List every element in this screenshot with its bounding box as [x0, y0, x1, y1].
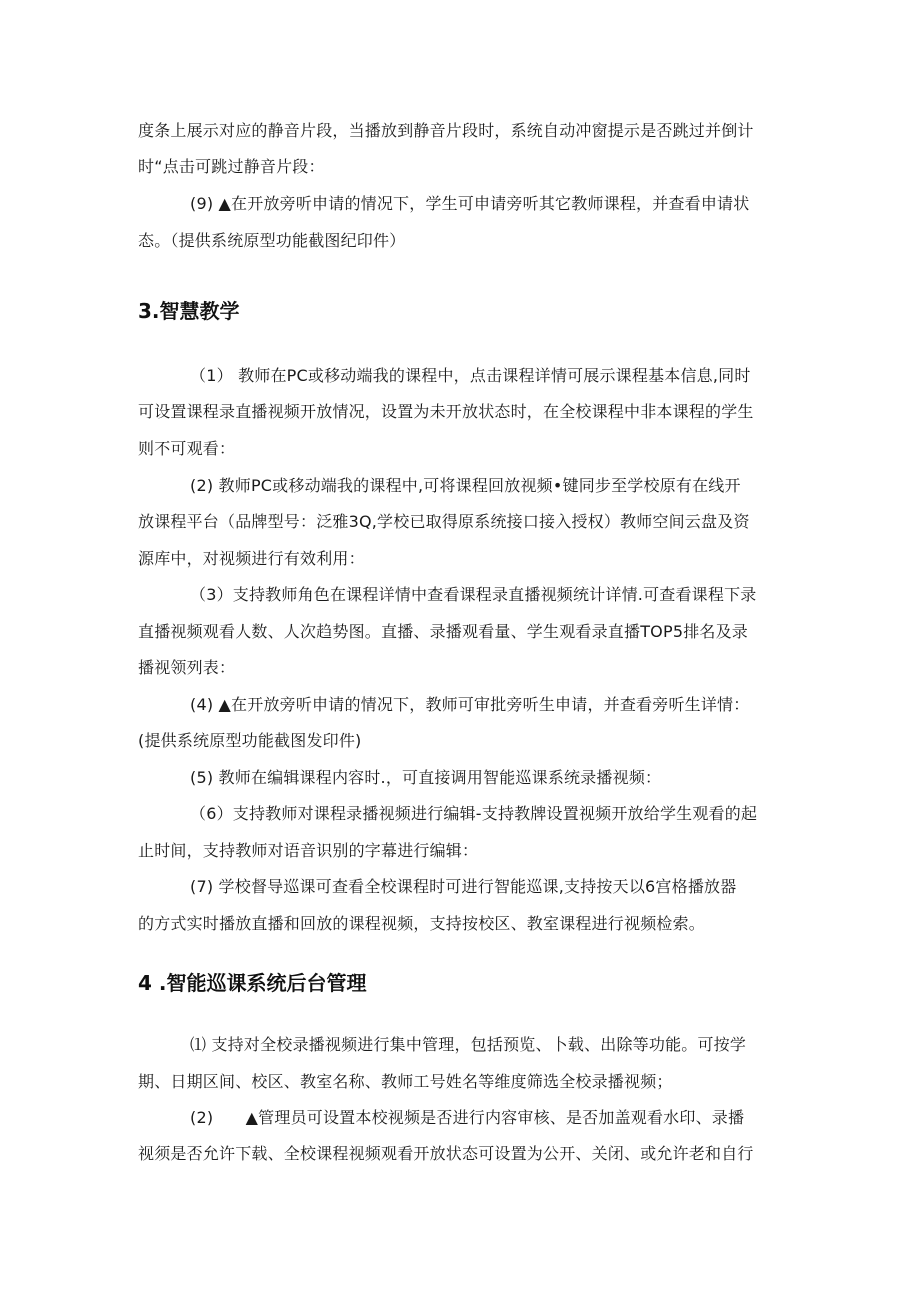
paragraph-line: 时“点击可跳过静音片段： [138, 157, 325, 176]
section-heading: 3.智慧教学 [138, 299, 240, 323]
paragraph-line: ⑴ 支持对全校录播视频进行集中管理，包括预览、卜载、出除等功能。可按学 [190, 1035, 747, 1054]
paragraph-line: 止时间，支持教师对语音识别的字幕进行编辑： [138, 841, 479, 860]
paragraph-line: 视须是否允许下载、全校课程视频观看开放状态可设置为公开、关闭、或允许老和自行 [138, 1144, 754, 1163]
paragraph-line: (7) 学校督导巡课可查看全校课程时可进行智能巡课,支持按天以6宫格播放器 [190, 877, 737, 896]
paragraph-line: 放课程平台（品牌型号：泛雅3Q,学校已取得原系统接口接入授权）教师空间云盘及资 [138, 512, 750, 531]
paragraph-line: 的方式实时播放直播和回放的课程视频，支持按校区、教室课程进行视频检索。 [138, 914, 706, 933]
paragraph-line: (9) ▲在开放旁听申请的情况下，学生可申请旁听其它教师课程，并查看申请状 [190, 194, 750, 213]
paragraph-line: 直播视频观看人数、人次趋势图。直播、录播观看量、学生观看录直播TOP5排名及录 [138, 622, 748, 641]
paragraph-line: (提供系统原型功能截图发印件) [138, 731, 362, 750]
paragraph-line: 可设置课程录直播视频开放情况，设置为未开放状态时，在全校课程中非本课程的学生 [138, 402, 754, 421]
section-heading: 4 .智能巡课系统后台管理 [138, 971, 367, 995]
paragraph-line: 源库中，对视频进行有效利用： [138, 549, 365, 568]
paragraph-line: (5) 教师在编辑课程内容时.，可直接调用智能巡课系统录播视频： [190, 768, 662, 787]
paragraph-line: 则不可观看： [138, 439, 236, 458]
paragraph-line: 播视领列表： [138, 658, 236, 677]
paragraph-line: (2) ▲管理员可设置本校视频是否进行内容审核、是否加盖观看水印、录播 [190, 1108, 745, 1127]
paragraph-line: （3）支持教师角色在课程详情中查看课程录直播视频统计详情.可查看课程下录 [190, 585, 757, 604]
paragraph-line: (4) ▲在开放旁听申请的情况下，教师可审批旁听生申请，并查看旁听生详情： [190, 695, 750, 714]
paragraph-line: 态。（提供系统原型功能截图纪印件） [138, 231, 406, 250]
paragraph-line: （1） 教师在PC或移动端我的课程中，点击课程详情可展示课程基本信息,同时 [190, 366, 751, 385]
paragraph-line: 期、日期区间、校区、教室名称、教师工号姓名等维度筛选全校录播视频； [138, 1072, 673, 1091]
paragraph-line: 度条上展示对应的静音片段，当播放到静音片段时，系统自动冲窗提示是否跳过并倒计 [138, 121, 754, 140]
paragraph-line: (2) 教师PC或移动端我的课程中,可将课程回放视频•键同步至学校原有在线开 [190, 476, 741, 495]
paragraph-line: （6）支持教师对课程录播视频进行编辑-支持教牌设置视频开放给学生观看的起 [190, 804, 758, 823]
